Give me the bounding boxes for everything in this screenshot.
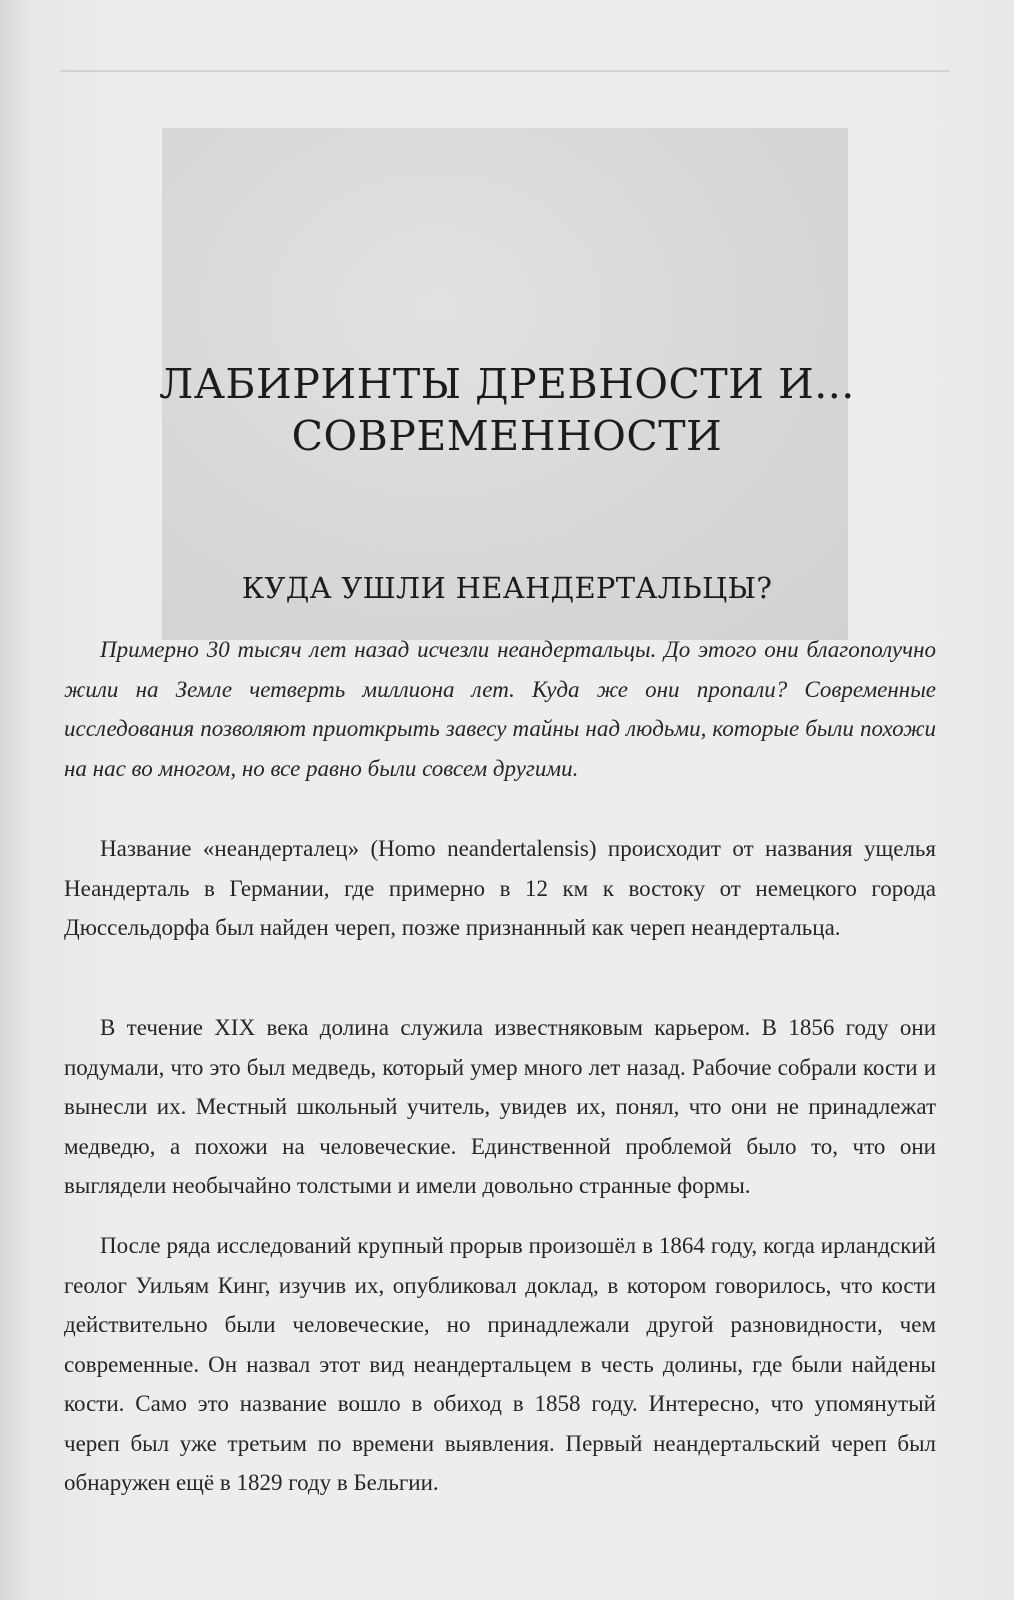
body-paragraph-2: В течение XIX века долина служила известняковым карьером. В 1856 году они подумали, что это был медведь, который умер много лет назад. Рабочие собрали кости и вынесли их. Местный школьный учитель, увидев их, понял, что они не принадлежат медведю, а похожи на человеческие. Единственной проблемой было то, что они выглядели необычайно толстыми и имели довольно странные формы. <box>64 1015 936 1198</box>
chapter-title <box>100 358 914 462</box>
body-paragraph-1: Название «неандерталец» (Homo neandertalensis) происходит от названия ущелья Неандерталь в Германии, где примерно в 12 км к востоку от немецкого города Дюссельдорфа был найден череп, позже признанный как череп неандертальца. <box>64 836 936 940</box>
chapter-title-line-2: СОВРЕМЕННОСТИ <box>291 412 723 460</box>
body-paragraph-3: После ряда исследований крупный прорыв произошёл в 1864 году, когда ирландский геолог Уильям Кинг, изучив их, опубликовал доклад, в котором говорилось, что кости действительно были человеческие, но принадлежали другой разновидности, чем современные. Он назвал этот вид неандертальцем в честь долины, где были найдены кости. Само это название вошло в обиход в 1858 году. Интересно, что упомянутый череп был уже третьим по времени выявления. Первый неандертальский череп был обнаружен ещё в 1829 году в Бельгии. <box>64 1233 936 1495</box>
lead-paragraph: Примерно 30 тысяч лет назад исчезли неандертальцы. До этого они благополучно жили на Земле четверть миллиона лет. Куда же они пропали? Современные исследования позволяют приоткрыть завесу тайны над людьми, которые были похожи на нас во многом, но все равно были совсем другими. <box>64 637 936 781</box>
chapter-title-line-1: ЛАБИРИНТЫ ДРЕВНОСТИ И... <box>159 360 855 408</box>
header-rule-bleedthrough <box>60 70 950 72</box>
section-title: КУДА УШЛИ НЕАНДЕРТАЛЬЦЫ? <box>241 571 773 605</box>
